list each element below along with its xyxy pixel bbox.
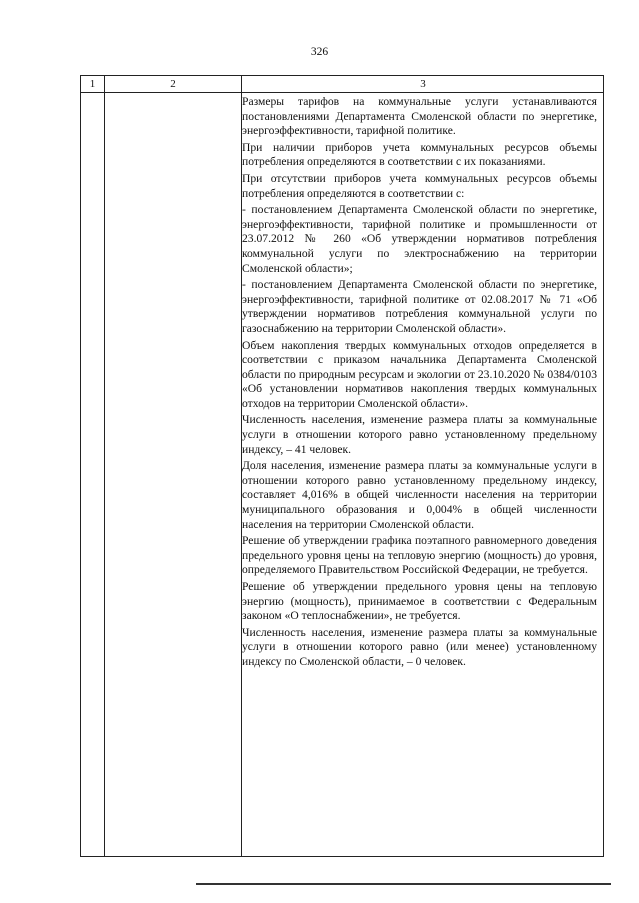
- table-frame: [80, 75, 604, 857]
- paragraph: Решение об утверждении графика поэтапного равномерного доведения предельного уровня цены на тепловую энергию (мощность) до уровня, определяемого Правительством Российской Федерации, не требуется.: [242, 534, 597, 577]
- paragraph: Численность населения, изменение размера платы за коммунальные услуги в отношении которого равно (или менее) установленному индексу по Смоленской области, – 0 человек.: [242, 625, 597, 668]
- paragraph: Решение об утверждении предельного уровня цены на тепловую энергию (мощность), принимаемое в соответствии с Федеральным законом «О теплоснабжении», не требуется.: [242, 580, 597, 623]
- column-3-content: [242, 95, 597, 672]
- paragraph: Доля населения, изменение размера платы за коммунальные услуги в отношении которого равно установленному предельному индексу, составляет 4,016% в общей численности населения на территории муниципального образования и 0,004% в общей численности населения на территории Смоленской области.: [242, 459, 597, 531]
- paragraph: Размеры тарифов на коммунальные услуги устанавливаются постановлениями Департамента Смоленской области по энергетике, энергоэффективности, тарифной политике.: [242, 95, 597, 138]
- paragraph: - постановлением Департамента Смоленской области по энергетике, энергоэффективности, тарифной политике от 02.08.2017 № 71 «Об утверждении нормативов потребления коммунальной услуги по газоснабжению на территории Смоленской области».: [242, 278, 597, 335]
- paragraph: Численность населения, изменение размера платы за коммунальные услуги в отношении которого равно установленному предельному индексу, – 41 человек.: [242, 413, 597, 456]
- paragraph: Объем накопления твердых коммунальных отходов определяется в соответствии с приказом начальника Департамента Смоленской области по природным ресурсам и экологии от 23.10.2020 № 0384/0103 «Об установлении нормативов накопления твердых коммунальных отходов на территории Смоленской области».: [242, 338, 597, 410]
- header-divider: [81, 92, 603, 93]
- page-number: 326: [310, 46, 329, 58]
- column-header-2: 2: [170, 78, 176, 90]
- paragraph: При отсутствии приборов учета коммунальных ресурсов объемы потребления определяются в соответствии с:: [242, 171, 597, 200]
- paragraph: - постановлением Департамента Смоленской области по энергетике, энергоэффективности, тарифной политике и промышленности от 23.07.2012 № 260 «Об утверждении нормативов потребления коммунальной услуги по электроснабжению на территории Смоленской области»;: [242, 203, 597, 275]
- column-divider: [104, 76, 105, 856]
- paragraph: При наличии приборов учета коммунальных ресурсов объемы потребления определяются в соответствии с их показаниями.: [242, 140, 597, 169]
- scan-edge-line: [196, 883, 611, 885]
- column-header-3: 3: [420, 78, 426, 90]
- column-header-1: 1: [89, 78, 96, 90]
